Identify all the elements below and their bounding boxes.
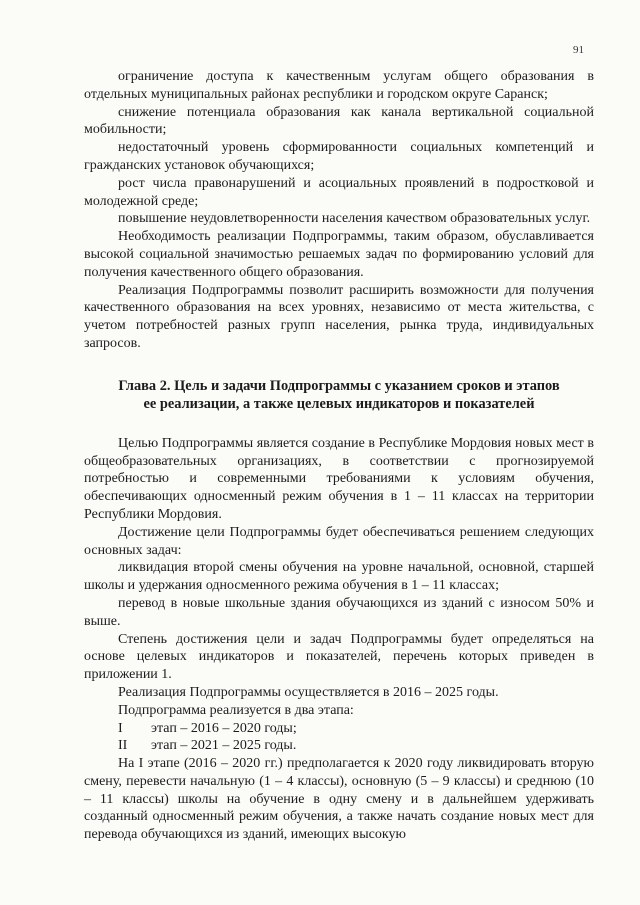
intro-item: снижение потенциала образования как канала вертикальной социальной мобильности; <box>84 104 594 138</box>
chapter-heading-line: Глава 2. Цель и задачи Подпрограммы с указанием сроков и этапов <box>118 377 560 394</box>
task-item: перевод в новые школьные здания обучающихся из зданий с износом 50% и выше. <box>84 595 594 629</box>
chapter-heading <box>84 377 594 413</box>
intro-item: недостаточный уровень сформированности социальных компетенций и гражданских установок обучающихся; <box>84 140 594 173</box>
stage-row <box>84 720 594 738</box>
intro-item: ограничение доступа к качественным услугам общего образования в отдельных муниципальных районах республики и городском округе Саранск; <box>84 69 594 102</box>
task-item: ликвидация второй смены обучения на уровне начальной, основной, старшей школы и удержания односменного режима обучения в 1 – 11 классах; <box>84 560 594 594</box>
indicators-paragraph: Степень достижения цели и задач Подпрограммы будет определяться на основе целевых индикаторов и показателей, перечень которых приведен в приложении 1. <box>84 631 594 683</box>
stage-numeral: I <box>118 720 123 736</box>
document-body <box>84 68 594 844</box>
stage-text: этап – 2021 – 2025 годы. <box>151 738 297 754</box>
stage-text: этап – 2016 – 2020 годы; <box>151 720 297 736</box>
tasks-intro: Достижение цели Подпрограммы будет обеспечиваться решением следующих основных задач: <box>84 524 594 558</box>
stages-intro: Подпрограмма реализуется в два этапа: <box>118 702 354 718</box>
goal-paragraph: Целью Подпрограммы является создание в Республике Мордовия новых мест в общеобразовательных организациях, в соответствии с прогнозируемой потребностью и современными требованиями к условиям обучения, обеспечивающих односменный режим обучения в 1 – 11 классах на территории Республики Мордовия. <box>84 435 594 522</box>
stage-row <box>84 737 594 755</box>
stage-numeral: II <box>118 738 128 754</box>
intro-item: рост числа правонарушений и асоциальных проявлений в подростковой и молодежной среде; <box>84 175 594 209</box>
page-number: 91 <box>573 44 584 56</box>
necessity-paragraph: Необходимость реализации Подпрограммы, таким образом, обуславливается высокой социальной значимостью решаемых задач по формированию условий для получения качественного общего образования. <box>84 229 594 280</box>
stage1-paragraph: На I этапе (2016 – 2020 гг.) предполагается к 2020 году ликвидировать вторую смену, перевести начальную (1 – 4 классы), основную (5 – 9 классы) и среднюю (10 – 11 классы) школы на обучение в одну смену и в дальнейшем удерживать созданный односменный режим обучения, а также начать создание новых мест для перевода обучающихся из зданий, имеющих высокую <box>84 756 594 843</box>
period-paragraph: Реализация Подпрограммы осуществляется в 2016 – 2025 годы. <box>118 684 499 700</box>
chapter-heading-line: ее реализации, а также целевых индикаторов и показателей <box>143 395 535 412</box>
intro-item: повышение неудовлетворенности населения качеством образовательных услуг. <box>118 211 591 227</box>
opportunity-paragraph: Реализация Подпрограммы позволит расширить возможности для получения качественного образования на всех уровнях, независимо от места жительства, с учетом потребностей разных групп населения, рынка труда, индивидуальных запросов. <box>84 282 594 351</box>
